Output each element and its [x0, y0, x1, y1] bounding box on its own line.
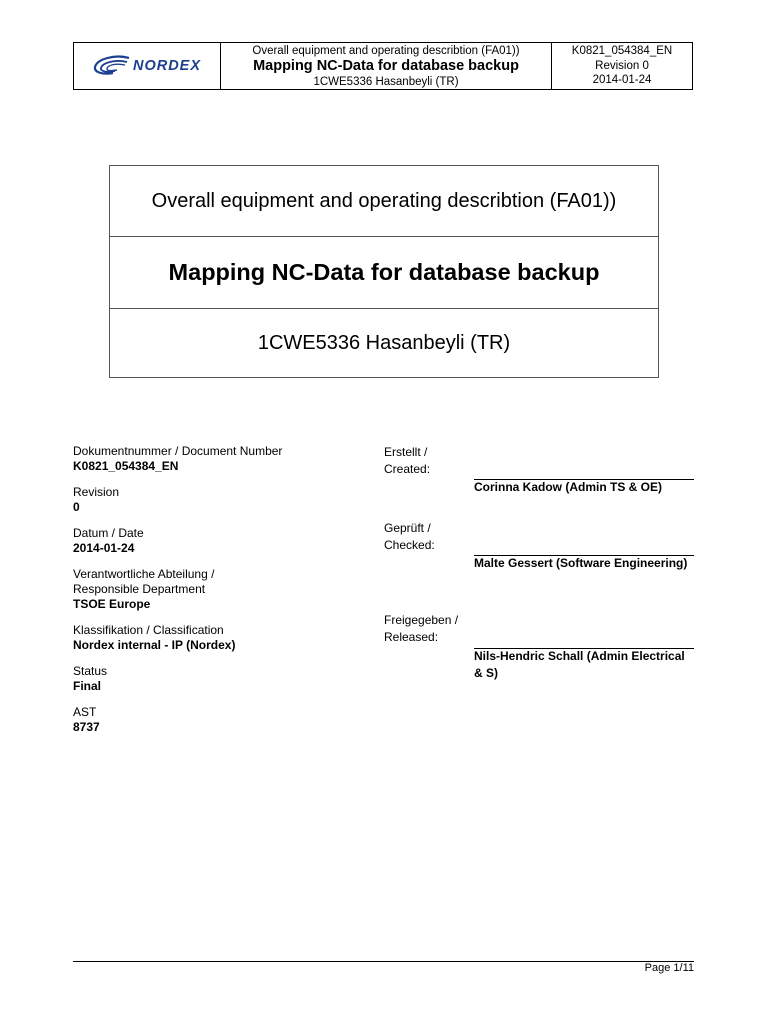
meta-label: Status	[73, 664, 108, 678]
header-title: Mapping NC-Data for database backup	[253, 57, 519, 74]
nordex-logo	[93, 55, 201, 77]
signature-created	[384, 444, 694, 504]
title-box-title: Mapping NC-Data for database backup	[110, 236, 658, 309]
meta-value: TSOE Europe	[73, 597, 151, 611]
title-box-project: 1CWE5336 Hasanbeyli (TR)	[257, 331, 511, 354]
logo-text: NORDEX	[132, 58, 202, 74]
nordex-swoosh-icon	[93, 55, 131, 77]
signature-released	[384, 612, 694, 687]
signature-name: Corinna Kadow (Admin TS & OE)	[474, 480, 662, 494]
header-titles	[221, 43, 552, 89]
document-metadata	[73, 444, 353, 746]
meta-document-number	[73, 444, 353, 474]
signature-label: Erstellt / Created:	[384, 445, 431, 476]
header-subtitle: Overall equipment and operating describtion (FA01))	[252, 44, 520, 57]
meta-date	[73, 526, 353, 556]
header-date: 2014-01-24	[592, 74, 652, 87]
meta-label: AST	[73, 705, 97, 719]
meta-department	[73, 567, 353, 612]
header-project: 1CWE5336 Hasanbeyli (TR)	[313, 75, 459, 88]
signature-name: Nils-Hendric Schall (Admin Electrical & S)	[474, 649, 685, 680]
meta-label: Verantwortliche Abteilung / Responsible Department	[73, 567, 215, 596]
meta-label: Dokumentnummer / Document Number	[73, 444, 283, 458]
meta-classification	[73, 623, 353, 653]
header-revision: Revision 0	[595, 59, 649, 72]
signature-checked	[384, 520, 694, 595]
meta-value: 0	[73, 500, 80, 514]
meta-value: Nordex internal - IP (Nordex)	[73, 638, 236, 652]
footer-rule	[73, 961, 694, 962]
meta-value: K0821_054384_EN	[73, 459, 179, 473]
signature-name: Malte Gessert (Software Engineering)	[474, 556, 688, 570]
meta-ast	[73, 705, 353, 735]
meta-status	[73, 664, 353, 694]
meta-label: Klassifikation / Classification	[73, 623, 224, 637]
logo-cell	[74, 43, 221, 89]
document-header	[73, 42, 693, 90]
header-doc-info	[552, 43, 692, 89]
signature-label: Geprüft / Checked:	[384, 521, 435, 552]
title-box	[109, 165, 659, 378]
meta-value: Final	[73, 679, 102, 693]
meta-label: Datum / Date	[73, 526, 144, 540]
meta-revision	[73, 485, 353, 515]
page-number: Page 1/11	[644, 962, 694, 974]
signature-label: Freigegeben / Released:	[384, 613, 459, 644]
title-box-subtitle: Overall equipment and operating describtion (FA01))	[110, 166, 658, 237]
meta-value: 2014-01-24	[73, 541, 135, 555]
header-doc-number: K0821_054384_EN	[571, 45, 673, 58]
meta-value: 8737	[73, 720, 100, 734]
meta-label: Revision	[73, 485, 120, 499]
